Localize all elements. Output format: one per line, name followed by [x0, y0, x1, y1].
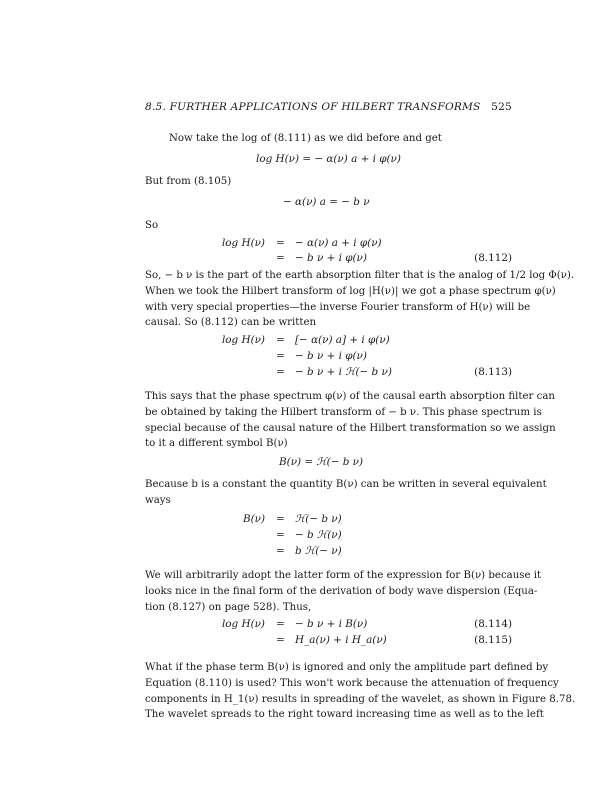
running-header [145, 101, 512, 117]
page-number: 525 [491, 101, 512, 113]
paragraph-so [145, 218, 512, 234]
equation-b-definition: B(ν) = ℋ(− b ν) [279, 456, 364, 468]
eq-relation: = [276, 545, 285, 557]
paragraph-adopt-form [145, 568, 542, 615]
eq-rhs: − α(ν) a + i φ(ν) [295, 237, 382, 249]
eq-relation: = [276, 529, 285, 541]
equation-number: (8.114) [474, 618, 512, 630]
equation-8-113 [145, 334, 512, 384]
equation-8-112 [145, 237, 512, 271]
equation-number: (8.115) [474, 634, 512, 646]
equation-number: (8.112) [474, 252, 512, 264]
eq-relation: = [276, 618, 285, 630]
text-line: to it a different symbol B(ν) [145, 438, 288, 450]
eq-relation: = [276, 513, 285, 525]
paragraph-but-from [145, 174, 512, 190]
paragraph-equivalent-ways [145, 477, 547, 509]
paragraph-phase-ignored [145, 660, 576, 723]
text-line: When we took the Hilbert transform of log |H(ν)| we got a phase spectrum φ(ν) [145, 285, 556, 297]
eq-lhs: log H(ν) [221, 237, 265, 249]
paragraph-absorption-filter [145, 268, 575, 331]
text-line: So [145, 220, 159, 231]
equation-log-h: log H(ν) = − α(ν) a + i φ(ν) [256, 153, 401, 165]
section-title: 8.5. FURTHER APPLICATIONS OF HILBERT TRANSFORMS [145, 101, 481, 113]
text-line: with very special properties—the inverse Fourier transform of H(ν) will be [145, 301, 531, 313]
eq-lhs: log H(ν) [221, 618, 265, 630]
text-line: What if the phase term B(ν) is ignored and only the amplitude part defined by [145, 662, 549, 673]
eq-relation: = [276, 334, 285, 346]
text-line: components in H_1(ν) results in spreading of the wavelet, as shown in Figure 8.78. [145, 693, 576, 705]
equation-alpha-relation: − α(ν) a = − b ν [283, 196, 370, 208]
eq-rhs: b ℋ(− ν) [295, 545, 342, 557]
text-line: ways [145, 494, 171, 506]
eq-rhs: − b ν + i B(ν) [295, 618, 368, 630]
equation-8-114-8-115 [145, 618, 512, 652]
equation-number: (8.113) [474, 366, 512, 378]
text-line: So, − b ν is the part of the earth absorption filter that is the analog of 1/2 log Φ(ν). [145, 270, 575, 281]
eq-lhs: log H(ν) [221, 334, 265, 346]
paragraph-phase-spectrum [145, 389, 556, 452]
eq-relation: = [276, 366, 285, 378]
text-line: tion (8.127) on page 528). Thus, [145, 601, 312, 613]
eq-rhs: ℋ(− b ν) [295, 513, 342, 525]
eq-relation: = [276, 350, 285, 362]
text-line: Now take the log of (8.111) as we did before and get [169, 133, 442, 144]
text-line: be obtained by taking the Hilbert transform of − b ν. This phase spectrum is [145, 406, 542, 418]
text-line: Equation (8.110) is used? This won't work because the attenuation of frequency [145, 677, 559, 689]
eq-relation: = [276, 252, 285, 264]
equation-b-forms [145, 513, 512, 563]
eq-lhs: B(ν) [242, 513, 265, 525]
text-line: But from (8.105) [145, 176, 232, 187]
eq-rhs: − b ν + i φ(ν) [295, 350, 367, 362]
text-line: Because b is a constant the quantity B(ν) can be written in several equivalent [145, 479, 547, 490]
eq-rhs: H_a(ν) + i H_a(ν) [295, 634, 387, 646]
eq-rhs: − b ℋ(ν) [295, 529, 342, 541]
text-line: causal. So (8.112) can be written [145, 317, 317, 329]
text-line: special because of the causal nature of the Hilbert transformation so we assign [145, 422, 556, 434]
text-line: We will arbitrarily adopt the latter form of the expression for B(ν) because it [145, 570, 542, 581]
eq-rhs: − b ν + i φ(ν) [295, 252, 367, 264]
eq-relation: = [276, 237, 285, 249]
text-line: The wavelet spreads to the right toward increasing time as well as to the left [145, 709, 544, 721]
eq-rhs: [− α(ν) a] + i φ(ν) [295, 334, 390, 346]
text-line: looks nice in the final form of the derivation of body wave dispersion (Equa- [145, 585, 538, 597]
eq-relation: = [276, 634, 285, 646]
text-line: This says that the phase spectrum φ(ν) of the causal earth absorption filter can [145, 391, 555, 402]
eq-rhs: − b ν + i ℋ(− b ν) [295, 366, 392, 378]
paragraph-intro [145, 131, 512, 147]
